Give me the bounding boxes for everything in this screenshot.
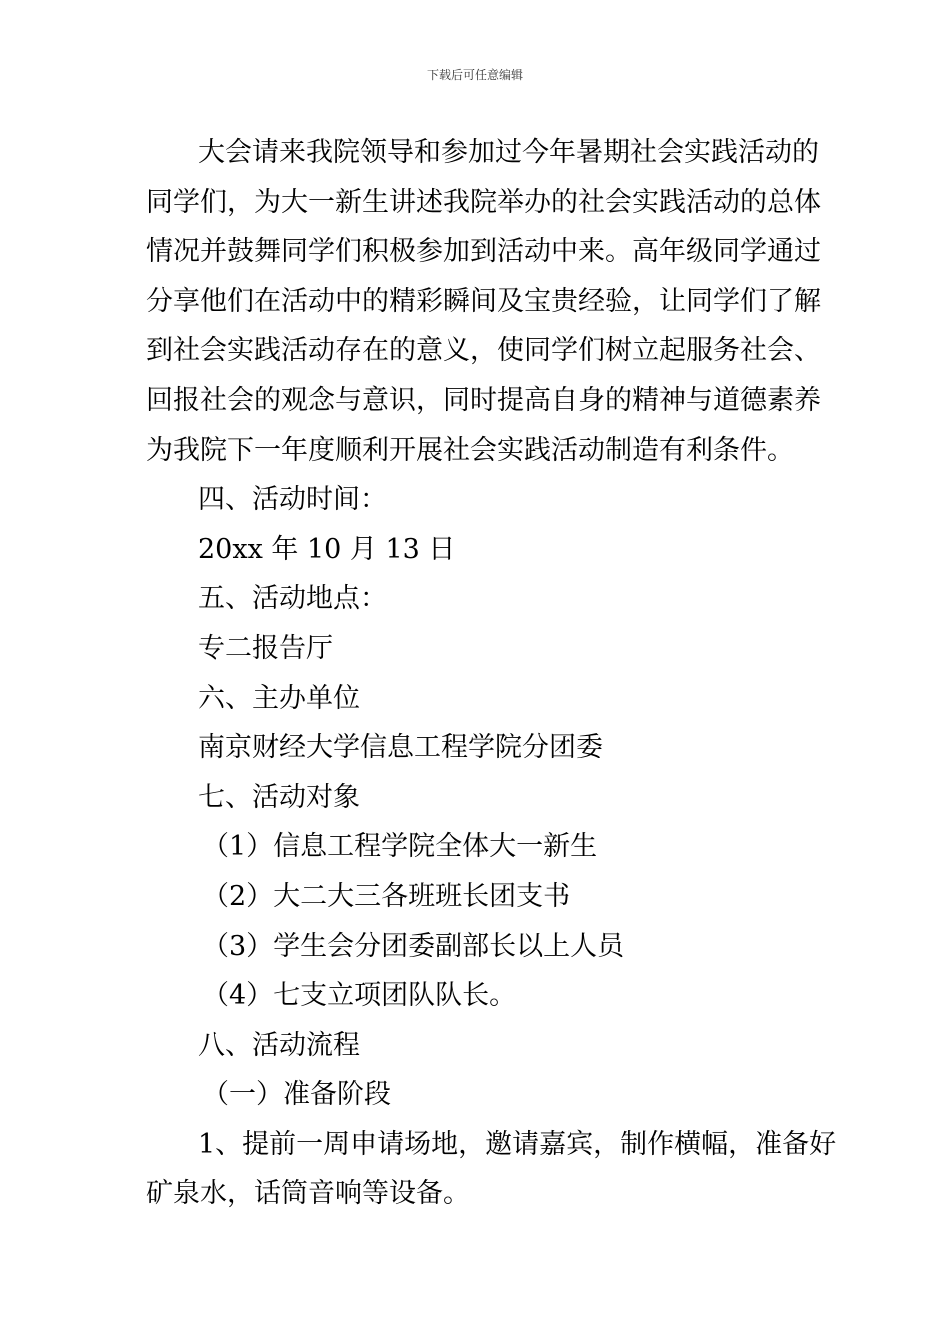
place-value: 专二报告厅 bbox=[198, 632, 333, 664]
paragraph-line: 到社会实践活动存在的意义，使同学们树立起服务社会、 bbox=[146, 335, 821, 367]
stage-heading: （一）准备阶段 bbox=[202, 1079, 391, 1111]
paragraph-line: 分享他们在活动中的精彩瞬间及宝贵经验，让同学们了解 bbox=[146, 285, 821, 317]
paragraph-line: 为我院下一年度顺利开展社会实践活动制造有利条件。 bbox=[146, 434, 794, 466]
section-heading-place: 五、活动地点： bbox=[198, 583, 387, 615]
document-body bbox=[146, 128, 837, 1219]
paragraph-line: 回报社会的观念与意识，同时提高自身的精神与道德素养 bbox=[146, 384, 821, 416]
paragraph-line: 同学们，为大一新生讲述我院举办的社会实践活动的总体 bbox=[146, 186, 821, 218]
paragraph-line: 情况并鼓舞同学们积极参加到活动中来。高年级同学通过 bbox=[146, 236, 821, 268]
host-value: 南京财经大学信息工程学院分团委 bbox=[198, 732, 603, 764]
paragraph-line: 矿泉水，话筒音响等设备。 bbox=[146, 1178, 470, 1210]
section-heading-target: 七、活动对象 bbox=[198, 781, 360, 813]
target-item: （3）学生会分团委副部长以上人员 bbox=[202, 930, 625, 962]
time-value: 20xx 年 10 月 13 日 bbox=[198, 533, 456, 565]
target-item: （4）七支立项团队队长。 bbox=[202, 980, 517, 1012]
paragraph-line: 1、提前一周申请场地，邀请嘉宾，制作横幅，准备好 bbox=[198, 1128, 837, 1160]
target-item: （1）信息工程学院全体大一新生 bbox=[202, 831, 598, 863]
paragraph-line: 大会请来我院领导和参加过今年暑期社会实践活动的 bbox=[198, 137, 819, 168]
section-heading-process: 八、活动流程 bbox=[198, 1029, 360, 1061]
page-header-note: 下载后可任意编辑 bbox=[426, 68, 523, 82]
section-heading-host: 六、主办单位 bbox=[198, 682, 360, 714]
target-item: （2）大二大三各班班长团支书 bbox=[202, 880, 571, 912]
section-heading-time: 四、活动时间： bbox=[198, 484, 387, 516]
